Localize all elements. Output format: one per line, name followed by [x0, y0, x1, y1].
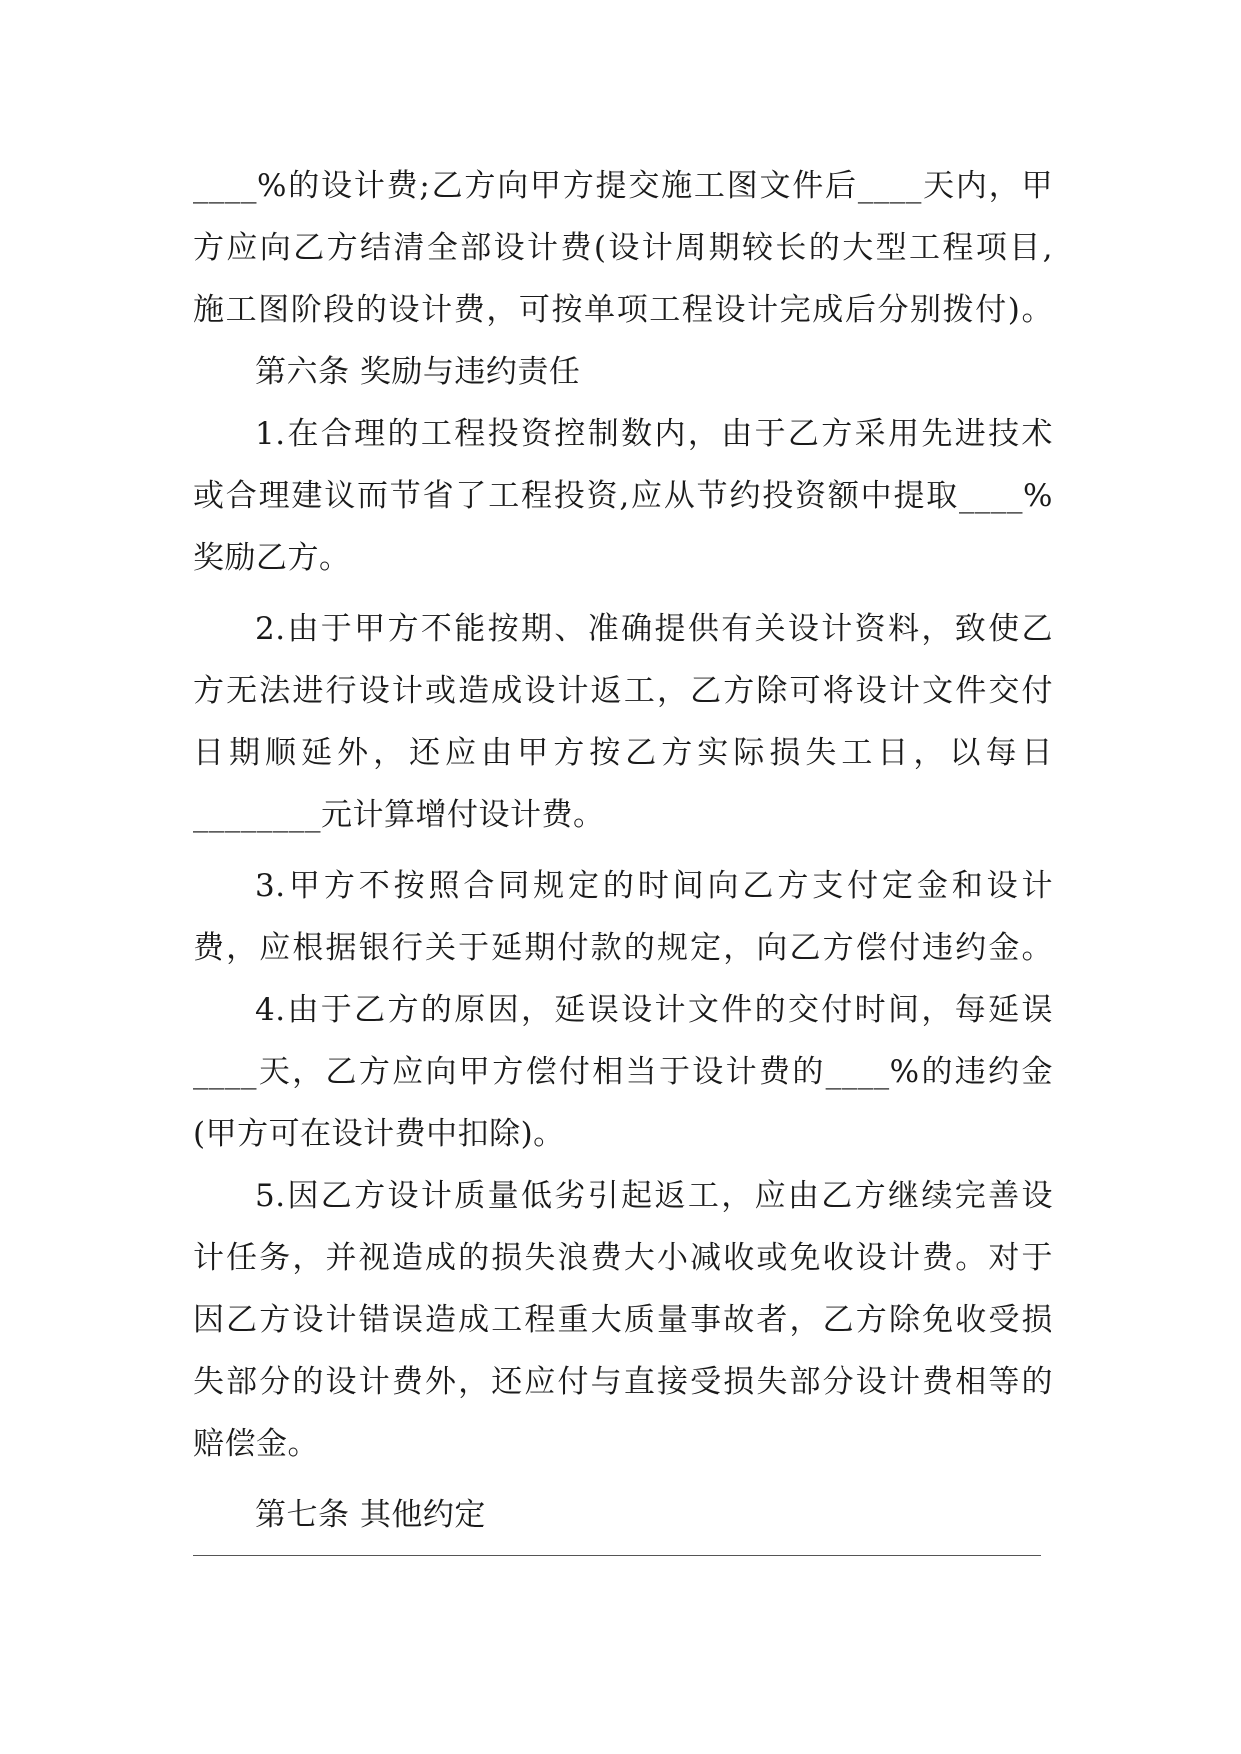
text-line: 失部分的设计费外，还应付与直接受损失部分设计费相等的	[193, 1364, 1053, 1400]
text-line: 1.在合理的工程投资控制数内，由于乙方采用先进技术	[255, 416, 1053, 452]
document-body	[193, 155, 1053, 1546]
text-line: 费，应根据银行关于延期付款的规定，向乙方偿付违约金。	[193, 930, 1053, 966]
text-line: 4.由于乙方的原因，延误设计文件的交付时间，每延误	[255, 992, 1053, 1028]
text-line: 方应向乙方结清全部设计费(设计周期较长的大型工程项目,	[193, 230, 1053, 266]
text-line: 奖励乙方。	[193, 540, 351, 576]
text-line: ____%的设计费;乙方向甲方提交施工图文件后____天内，甲	[193, 168, 1053, 204]
section-heading: 第六条 奖励与违约责任	[255, 354, 581, 390]
text-line: (甲方可在设计费中扣除)。	[193, 1116, 565, 1152]
section-heading: 第七条 其他约定	[255, 1497, 486, 1533]
text-line: 3.甲方不按照合同规定的时间向乙方支付定金和设计	[255, 868, 1053, 904]
text-line: ________元计算增付设计费。	[193, 797, 605, 833]
text-line: 计任务，并视造成的损失浪费大小减收或免收设计费。对于	[193, 1240, 1053, 1276]
text-line: 2.由于甲方不能按期、准确提供有关设计资料，致使乙	[255, 611, 1053, 647]
text-line: 因乙方设计错误造成工程重大质量事故者，乙方除免收受损	[193, 1302, 1053, 1338]
text-line: 方无法进行设计或造成设计返工，乙方除可将设计文件交付	[193, 673, 1053, 709]
text-line: 日期顺延外，还应由甲方按乙方实际损失工日，以每日	[193, 735, 1053, 771]
text-line: 赔偿金。	[193, 1426, 319, 1462]
text-line: ____天，乙方应向甲方偿付相当于设计费的____%的违约金	[193, 1054, 1053, 1090]
text-line: 5.因乙方设计质量低劣引起返工，应由乙方继续完善设	[255, 1178, 1053, 1214]
text-line: 施工图阶段的设计费，可按单项工程设计完成后分别拨付)。	[193, 292, 1053, 328]
text-line: 或合理建议而节省了工程投资,应从节约投资额中提取____%	[193, 478, 1053, 514]
footer-divider	[193, 1555, 1041, 1556]
